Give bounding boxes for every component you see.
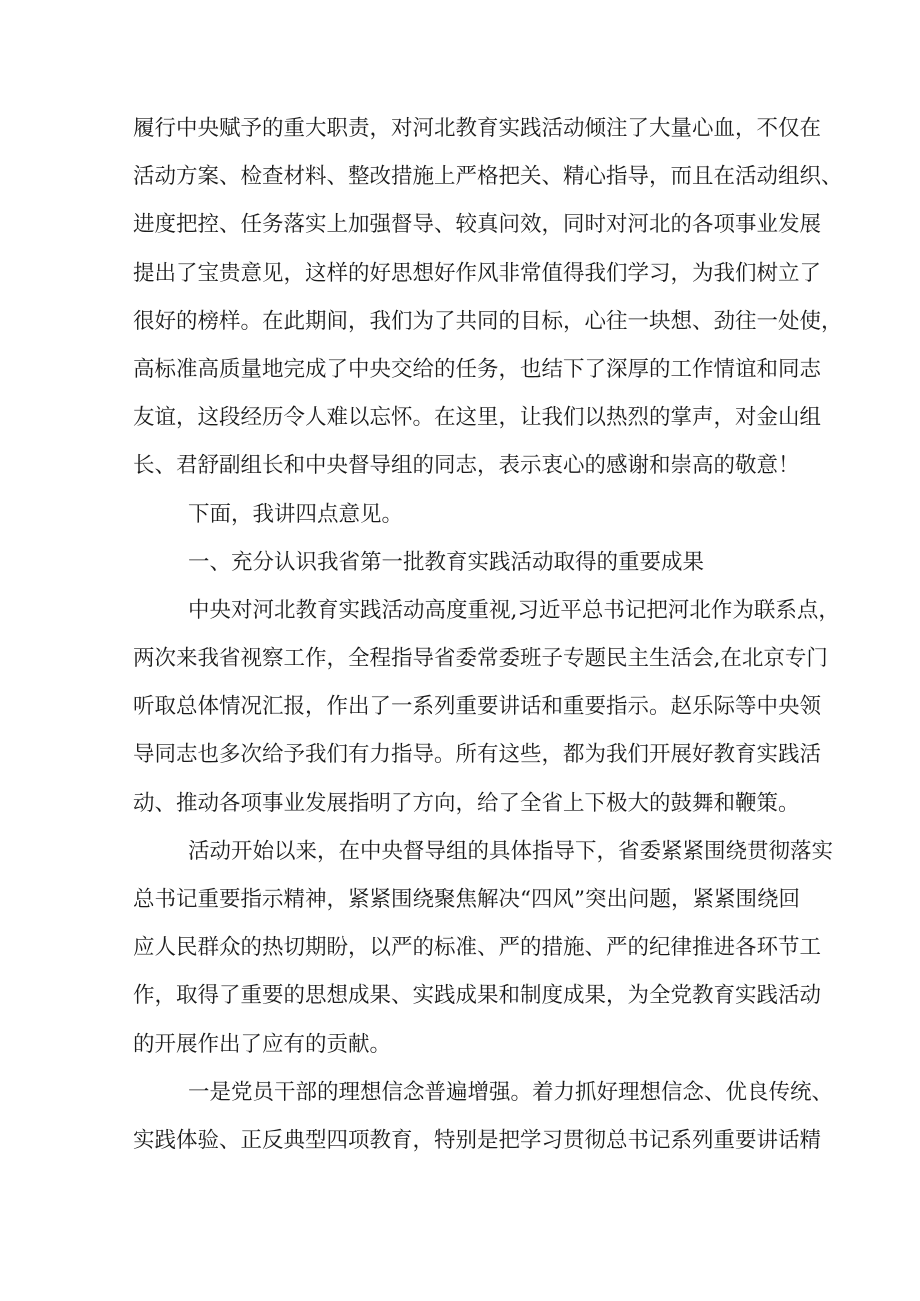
text-line: 导同志也多次给予我们有力指导。所有这些，都为我们开展好教育实践活	[133, 742, 822, 768]
section-heading	[133, 539, 793, 587]
text-line: 很好的榜样。在此期间，我们为了共同的目标，心往一块想、劲往一处使，	[133, 308, 843, 334]
text-line: 作，取得了重要的思想成果、实践成果和制度成果，为全党教育实践活动	[133, 983, 822, 1009]
document-body	[133, 105, 843, 1165]
text-line: 提出了宝贵意见，这样的好思想好作风非常值得我们学习，为我们树立了	[133, 260, 822, 286]
text-line: 活动方案、检查材料、整改措施上严格把关、精心指导，而且在活动组织、	[133, 164, 843, 190]
paragraph	[133, 828, 834, 1069]
text-line: 实践体验、正反典型四项教育，特别是把学习贯彻总书记系列重要讲话精	[133, 1127, 822, 1153]
text-line: 动、推动各项事业发展指明了方向，给了全省上下极大的鼓舞和鞭策。	[133, 790, 800, 816]
text-line: 下面，我讲四点意见。	[188, 501, 404, 527]
text-line: 活动开始以来，在中央督导组的具体指导下，省委紧紧围绕贯彻落实	[188, 838, 834, 864]
text-line: 一是党员干部的理想信念普遍增强。着力抓好理想信念、优良传统、	[188, 1079, 834, 1105]
paragraph	[133, 491, 793, 539]
paragraph	[133, 105, 843, 491]
text-line: 两次来我省视察工作，全程指导省委常委班子专题民主生活会,在北京专门	[133, 646, 828, 672]
text-line: 的开展作出了应有的贡献。	[133, 1031, 392, 1057]
text-line: 总书记重要指示精神，紧紧围绕聚焦解决“四风”突出问题，紧紧围绕回	[133, 887, 800, 912]
text-line: 应人民群众的热切期盼，以严的标准、严的措施、严的纪律推进各环节工	[133, 935, 822, 961]
paragraph	[133, 587, 840, 828]
text-line: 友谊，这段经历令人难以忘怀。在这里，让我们以热烈的掌声，对金山组	[133, 405, 822, 431]
text-line: 进度把控、任务落实上加强督导、较真问效，同时对河北的各项事业发展	[133, 212, 822, 238]
text-line: 中央对河北教育实践活动高度重视,习近平总书记把河北作为联系点，	[188, 597, 840, 623]
text-line: 高标准高质量地完成了中央交给的任务，也结下了深厚的工作情谊和同志	[133, 356, 822, 382]
paragraph	[133, 1069, 834, 1165]
text-line: 长、君舒副组长和中央督导组的同志，表示衷心的感谢和崇高的敬意！	[133, 453, 800, 479]
text-line: 一、充分认识我省第一批教育实践活动取得的重要成果	[188, 549, 705, 575]
text-line: 履行中央赋予的重大职责，对河北教育实践活动倾注了大量心血，不仅在	[133, 116, 822, 141]
text-line: 听取总体情况汇报，作出了一系列重要讲话和重要指示。赵乐际等中央领	[133, 694, 822, 720]
